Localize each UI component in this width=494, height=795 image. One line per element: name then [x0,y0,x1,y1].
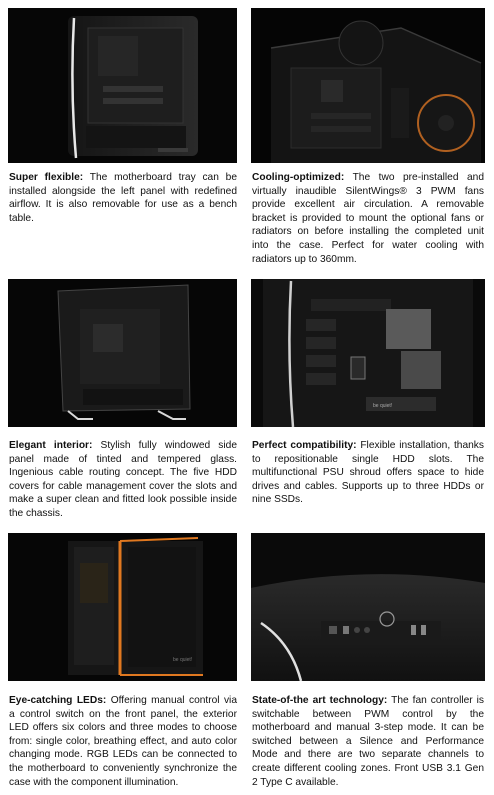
feature-title: Elegant interior: [9,440,93,451]
case-rear-interior-image [251,279,485,427]
feature-title: Perfect compatibility: [252,440,357,451]
feature-title: Cooling-optimized: [252,172,345,183]
feature-title: Super flexible: [9,172,84,183]
case-top-io-panel-image [251,533,485,681]
case-interior-fans-image [251,8,485,163]
feature-title: State-of-the art technology: [252,695,388,706]
case-glass-panel-image [8,279,237,427]
feature-text-technology [252,694,484,789]
logo-text: be quiet! [173,657,193,663]
case-side-view-image [8,8,237,163]
feature-text-cooling [252,171,484,266]
feature-body: The two pre-installed and virtually inaudible SilentWings® 3 PWM fans provide excellent air circulation. A removable bracket is provided to mount the optional fans or radiators on before installing the completed unit into the case. Perfect for water cooling with radiators up to 360mm. [252,172,484,265]
case-orange-led-image [8,533,237,681]
feature-text-leds [9,694,237,789]
feature-body: The motherboard tray can be installed alongside the left panel with redefined airflow. It is also removable for use as a bench table. [9,172,237,224]
logo-text: be quiet! [373,403,393,409]
feature-body: Offering manual control via a control switch on the front panel, the exterior LED offers six colors and three modes to choose from: single color, breathing effect, and auto color changing mode. RGB LEDs can be connected to the motherboard to conveniently synchronize the case with the component illumination. [9,695,237,788]
feature-text-compatibility [252,439,484,507]
feature-body: Stylish fully windowed side panel made of tinted and tempered glass. Ingenious cable routing concept. The five HDD covers for cable management cover the slots and make a super clean and fitted look possible inside the chassis. [9,440,237,519]
feature-text-elegant [9,439,237,521]
feature-body: The fan controller is switchable between PWM control by the motherboard and manual 3-step mode. It can be switched between a Silence and Performance Mode and there are two separate channels to create different cooling zones. Front USB 3.1 Gen 2 Type C available. [252,695,484,788]
feature-body: Flexible installation, thanks to repositionable single HDD slots. The multifunctional PSU shroud offers space to hide drives and cables. Supports up to three HDDs or nine SSDs. [252,440,484,506]
feature-title: Eye-catching LEDs: [9,695,107,706]
feature-text-super-flexible [9,171,237,225]
